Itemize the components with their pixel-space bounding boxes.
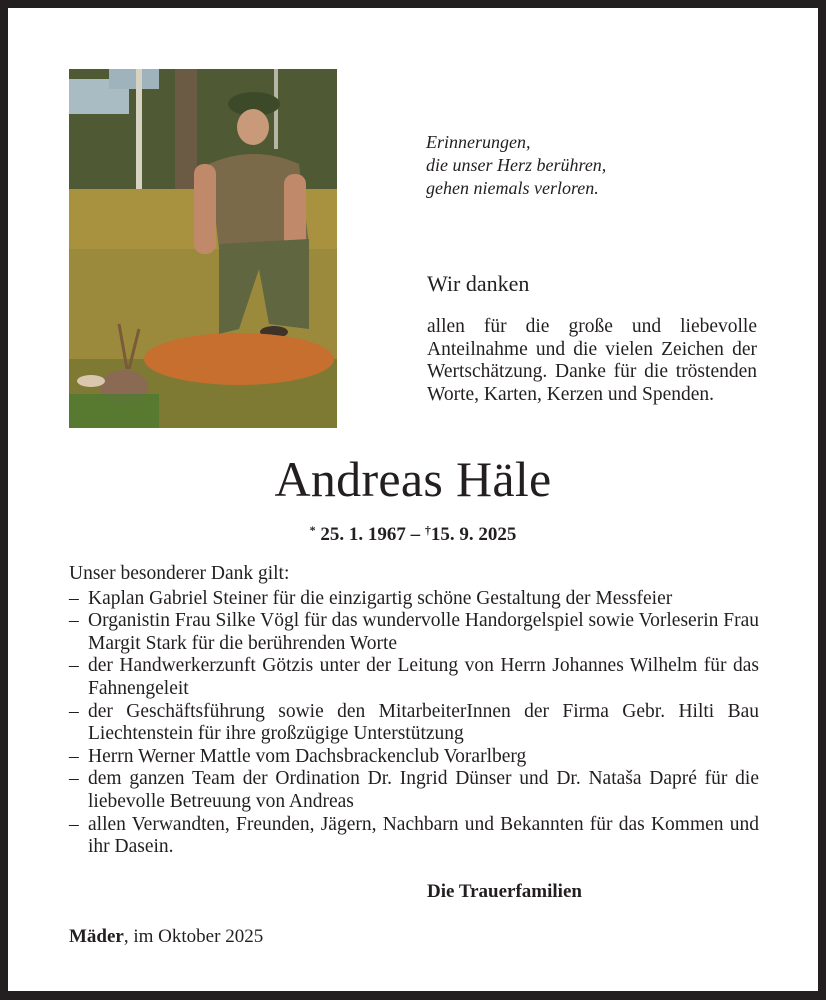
deceased-name: Andreas Häle: [274, 451, 552, 507]
signature: Die Trauerfamilien: [427, 881, 582, 902]
dash-bullet-icon: –: [69, 768, 79, 790]
list-item: [69, 814, 759, 859]
obituary-notice: [8, 8, 818, 991]
life-dates: [8, 518, 818, 547]
list-item-text: Organistin Frau Silke Vögl für das wundervolle Handorgelspiel sowie Vorleserin Frau Margit Stark für die berührenden Worte: [88, 610, 759, 654]
dash-bullet-icon: –: [69, 700, 79, 722]
list-item: [69, 588, 759, 611]
special-thanks-heading: Unser besonderer Dank gilt:: [69, 563, 290, 584]
date-text: , im Oktober 2025: [123, 926, 264, 947]
thanks-body: allen für die große und liebevolle Anteilnahme und die vielen Zeichen der Wertschätzung. Danke für die tröstenden Worte, Karten, Kerzen und Spenden.: [427, 316, 757, 405]
place-and-date: [69, 925, 263, 949]
list-item: [69, 768, 759, 813]
dash-bullet-icon: –: [69, 610, 79, 632]
list-item-text: Herrn Werner Mattle vom Dachsbrackenclub Vorarlberg: [88, 745, 527, 767]
list-item-text: dem ganzen Team der Ordination Dr. Ingrid Dünser und Dr. Nataša Dapré für die liebevolle Betreuung von Andreas: [88, 768, 759, 812]
list-item-text: Kaplan Gabriel Steiner für die einzigartig schöne Gestaltung der Messfeier: [88, 587, 673, 609]
date-separator: –: [410, 524, 421, 545]
town-name: Mäder: [69, 926, 124, 947]
list-item-text: der Handwerkerzunft Götzis unter der Leitung von Herrn Johannes Wilhelm für das Fahnengeleit: [88, 655, 759, 699]
quote-line: die unser Herz berühren,: [426, 155, 607, 175]
dash-bullet-icon: –: [69, 587, 79, 609]
photo-illustration: [69, 69, 337, 428]
list-item: [69, 701, 759, 746]
thanks-heading: Wir danken: [427, 271, 530, 296]
birth-star-icon: *: [309, 523, 316, 537]
dash-bullet-icon: –: [69, 813, 79, 835]
death-date: 15. 9. 2025: [430, 524, 517, 545]
list-item-text: der Geschäftsführung sowie den MitarbeiterInnen der Firma Gebr. Hilti Bau Liechtenstein für ihre großzügige Unterstützung: [88, 700, 759, 745]
quote-line: gehen niemals verloren.: [426, 178, 599, 198]
death-cross-icon: †: [424, 523, 431, 537]
birth-date: 25. 1. 1967: [320, 524, 406, 545]
special-thanks: [69, 563, 759, 859]
special-thanks-list: [69, 588, 759, 859]
quote-line: Erinnerungen,: [426, 132, 531, 152]
list-item: [69, 655, 759, 700]
memorial-photo: [69, 69, 337, 428]
list-item: [69, 746, 759, 769]
dash-bullet-icon: –: [69, 745, 79, 767]
list-item: [69, 610, 759, 655]
list-item-text: allen Verwandten, Freunden, Jägern, Nachbarn und Bekannten für das Kommen und ihr Dasein.: [88, 813, 759, 858]
memorial-quote: [426, 131, 606, 200]
dash-bullet-icon: –: [69, 655, 79, 677]
